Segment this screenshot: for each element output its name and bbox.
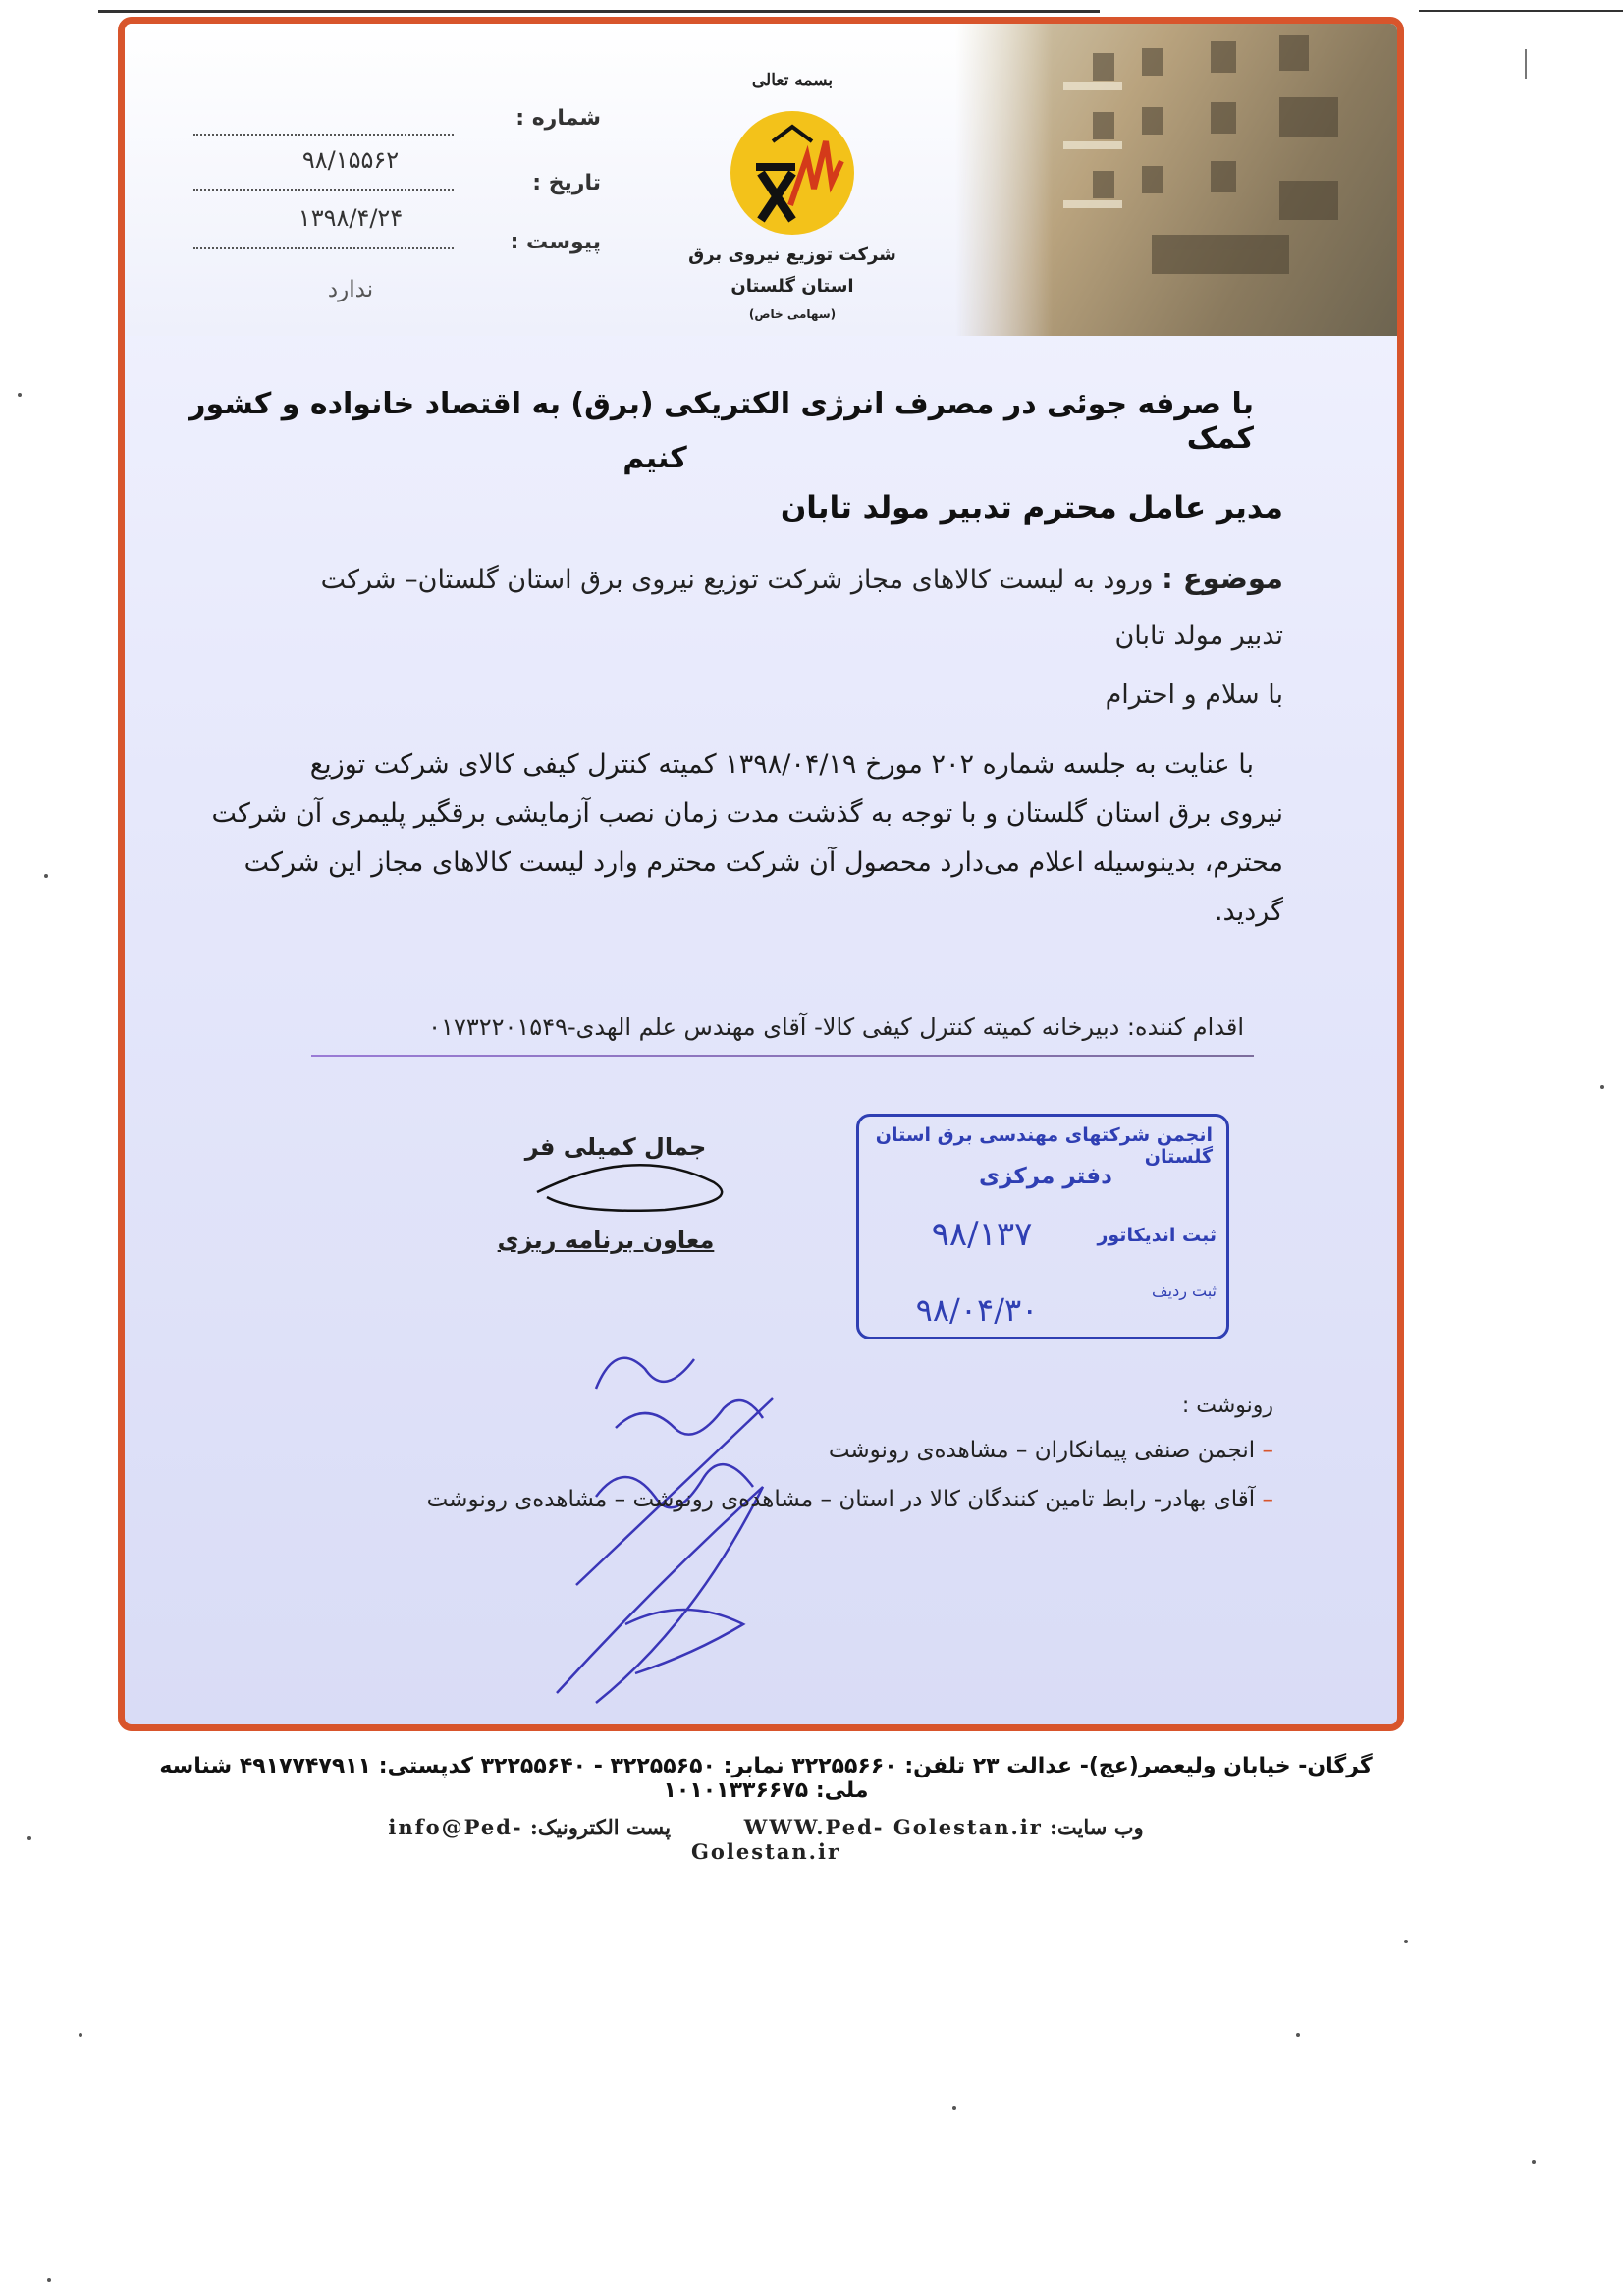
scan-vertical-mark [1525, 49, 1527, 79]
email-link[interactable]: info@Ped- Golestan.ir [388, 1815, 841, 1864]
cc-item-2 [321, 1487, 1273, 1512]
handwritten-annotation [537, 1330, 930, 1731]
number-label: شماره : [515, 106, 601, 131]
body-line-1: با عنایت به جلسه شماره ۲۰۲ مورخ ۱۳۹۸/۰۴/۱۹ کمیته کنترل کیفی کالای شرکت توزیع [309, 749, 1254, 780]
attachment-label: پیوست : [510, 230, 601, 254]
letterhead-page [118, 17, 1404, 1731]
website-label: وب سایت: [1050, 1815, 1144, 1839]
subject-text-line2: تدبیر مولد تابان [1114, 621, 1283, 651]
signatory-name: جمال کمیلی فر [524, 1133, 707, 1161]
scan-speck [1404, 1940, 1408, 1943]
date-label: تاریخ : [532, 171, 601, 195]
company-name-line1: شرکت توزیع نیروی برق [688, 245, 896, 265]
scan-speck [79, 2033, 82, 2037]
email-label: پست الکترونیک: [529, 1815, 672, 1839]
signature-scribble [517, 1153, 773, 1231]
cc-bullet-2: – [1255, 1487, 1273, 1512]
scan-edge-line-right [1419, 10, 1623, 12]
attachment-line [193, 247, 454, 249]
scan-speck [1600, 1085, 1604, 1089]
stamp-office: دفتر مرکزی [979, 1164, 1112, 1189]
body-line-3: محترم، بدینوسیله اعلام می‌دارد محصول آن شرکت محترم وارد لیست کالاهای مجاز این شرکت [243, 847, 1283, 878]
building-illustration [955, 24, 1397, 336]
date-line [193, 189, 454, 191]
subject-text-line1: ورود به لیست کالاهای مجاز شرکت توزیع نیروی برق استان گلستان– شرکت [320, 565, 1154, 595]
stamp-row-label: ثبت ردیف [1152, 1282, 1217, 1300]
footer-contact-row [334, 1815, 1198, 1864]
stamp-indicator-number: ۹۸/۱۳۷ [931, 1215, 1033, 1254]
company-type: (سهامی خاص) [748, 307, 837, 321]
basmala-text: بسمه تعالی [751, 71, 834, 90]
website-link[interactable]: WWW.Ped- Golestan.ir [743, 1815, 1043, 1839]
company-logo [645, 58, 940, 353]
registration-stamp [856, 1114, 1229, 1339]
body-line-4: گردید. [1214, 897, 1283, 927]
scan-speck [27, 1836, 31, 1840]
scan-speck [47, 2278, 51, 2282]
scan-speck [1296, 2033, 1300, 2037]
footer-address-line: گرگان- خیابان ولیعصر(عج)- عدالت ۲۳ تلفن: ۳۲۲۵۵۶۶۰ نمابر: ۳۲۲۵۵۶۵۰ - ۳۲۲۵۵۶۴۰ کدپستی: ۴۹۱۷۷۴۷۹۱۱ شناسه ملی: ۱۰۱۰۱۳۳۶۶۷۵ [159, 1754, 1373, 1803]
stamp-org: انجمن شرکتهای مهندسی برق استان گلستان [875, 1124, 1213, 1168]
greeting: با سلام و احترام [1105, 680, 1283, 710]
lightning-logo-icon [645, 102, 940, 240]
cc-label: رونوشت : [1181, 1394, 1273, 1418]
action-by-underline [311, 1055, 1254, 1057]
scan-speck [1532, 2160, 1536, 2164]
slogan-line1: با صرفه جوئی در مصرف انرژی الکتریکی (برق) به اقتصاد خانواده و کشور کمک [189, 387, 1254, 456]
number-line [193, 134, 454, 136]
scan-speck [952, 2106, 956, 2110]
subject-label: موضوع : [1162, 562, 1283, 595]
body-line-2: نیروی برق استان گلستان و با توجه به گذشت مدت زمان نصب آزمایشی برقگیر پلیمری آن شرکت [211, 798, 1283, 829]
attachment-date-value: ۱۳۹۸/۴/۲۴ [298, 204, 404, 232]
attachment-note: ندارد [327, 277, 374, 302]
date-value: ۹۸/۱۵۵۶۲ [301, 146, 400, 174]
building-photo [955, 24, 1397, 336]
signatory-title: معاون برنامه ریزی [497, 1227, 715, 1254]
action-by: اقدام کننده: دبیرخانه کمیته کنترل کیفی کالا- آقای مهندس علم الهدی-۰۱۷۳۲۲۰۱۵۴۹ [428, 1013, 1244, 1041]
stamp-indicator-label: ثبت اندیکاتور [1097, 1225, 1217, 1246]
cc-item-1-text: انجمن صنفی پیمانکاران – مشاهده‌ی رونوشت [828, 1438, 1256, 1463]
cc-item-2-text: آقای بهادر- رابط تامین کنندگان کالا در استان – مشاهده‌ی رونوشت – مشاهده‌ی رونوشت [426, 1487, 1256, 1512]
scan-speck [18, 393, 22, 397]
slogan-line2: کنیم [622, 441, 687, 475]
stamp-date: ۹۸/۰۴/۳۰ [915, 1291, 1039, 1329]
scan-edge-line-left [98, 10, 1100, 13]
scan-speck [44, 874, 48, 878]
company-name-line2: استان گلستان [730, 276, 854, 297]
subject-line1 [252, 562, 1283, 595]
addressee: مدیر عامل محترم تدبیر مولد تابان [780, 490, 1283, 525]
cc-bullet-1: – [1255, 1438, 1273, 1463]
cc-item-1 [714, 1438, 1273, 1463]
